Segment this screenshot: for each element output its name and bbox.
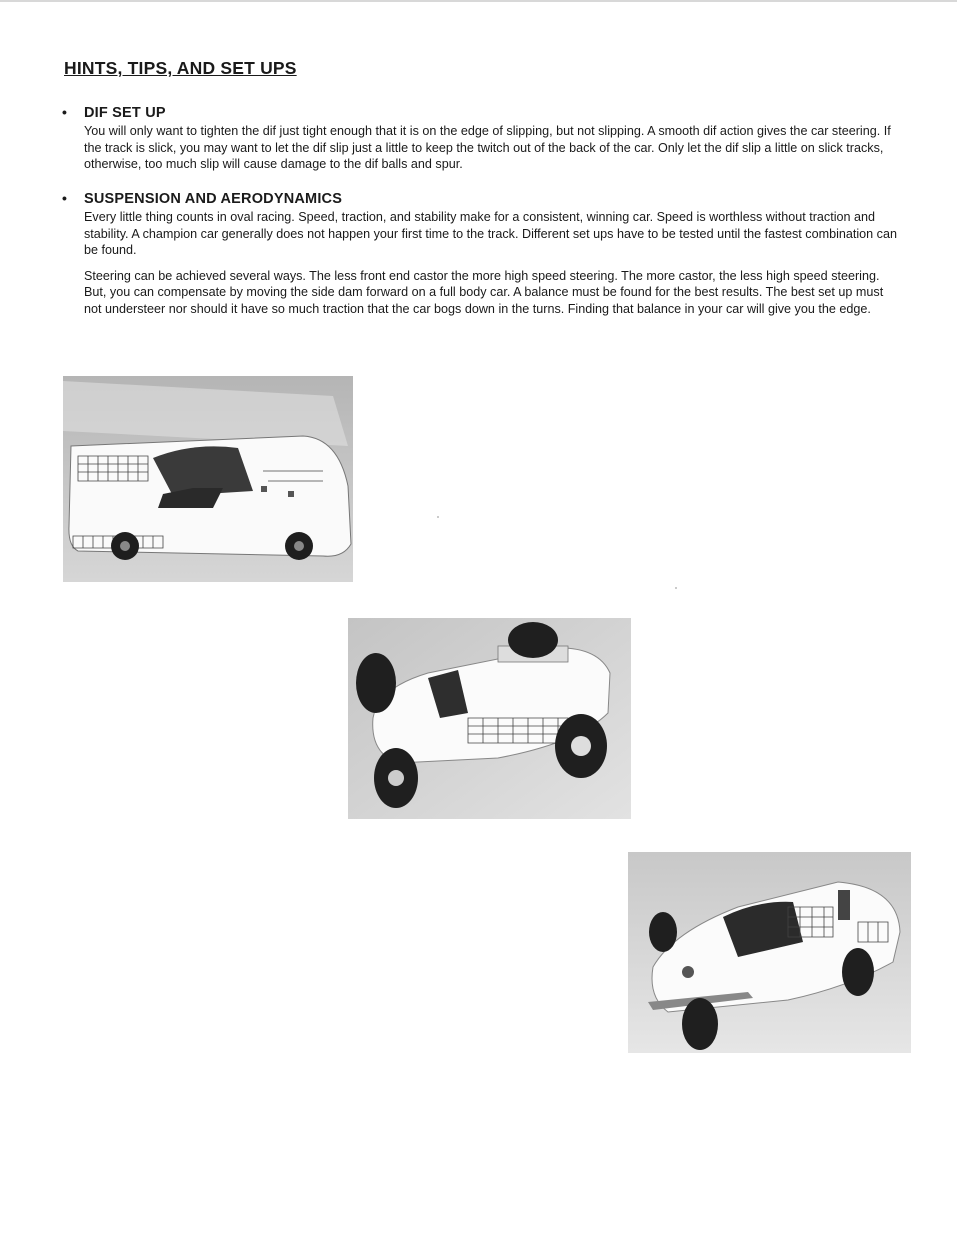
car-side-view-image <box>63 376 353 582</box>
paragraph: You will only want to tighten the dif just tight enough that it is on the edge of slipping, but not slipping. A smooth dif action gives the car steering. If the track is slick, you may want to let the dif slip just a little to keep the twitch out of the back of the car. Only let the dif slip a little on slick tracks, otherwise, too much slip will cause damage to the dif balls and spur. <box>84 124 891 171</box>
section-dif-set-up <box>62 104 902 182</box>
car-angle-view-image <box>628 852 911 1053</box>
scan-speck <box>675 587 677 589</box>
paragraph: Steering can be achieved several ways. The less front end castor the more high speed steering. The more castor, the less high speed steering. But, you can compensate by moving the side dam forward on a full body car. A balance must be found for the best results. The best set up must not understeer nor should it have so much traction that the car bogs down in the turns. Finding that balance in your car will give you the edge. <box>84 268 884 316</box>
section-title: DIF SET UP <box>84 105 166 121</box>
section-suspension-aerodynamics <box>62 190 902 326</box>
bullet-icon: • <box>62 190 67 206</box>
section-body <box>84 123 902 173</box>
photo-modified-car <box>348 618 631 819</box>
photo-full-body-car <box>63 376 353 582</box>
photo-modified-car-angle <box>628 852 911 1053</box>
top-edge-rule <box>0 0 957 2</box>
car-top-view-image <box>348 618 631 819</box>
section-body <box>84 209 902 317</box>
page-title: HINTS, TIPS, AND SET UPS <box>64 58 297 78</box>
bullet-icon: • <box>62 104 67 120</box>
scan-speck <box>437 516 439 518</box>
section-title: SUSPENSION AND AERODYNAMICS <box>84 191 343 207</box>
section-heading <box>62 104 902 121</box>
section-heading <box>62 190 902 207</box>
paragraph: Every little thing counts in oval racing. Speed, traction, and stability make for a consistent, winning car. Speed is worthless without traction and stability. A champion car generally does not happen your first time to the track. Different set ups have to be tested until the fastest combination can be found. <box>84 210 897 257</box>
